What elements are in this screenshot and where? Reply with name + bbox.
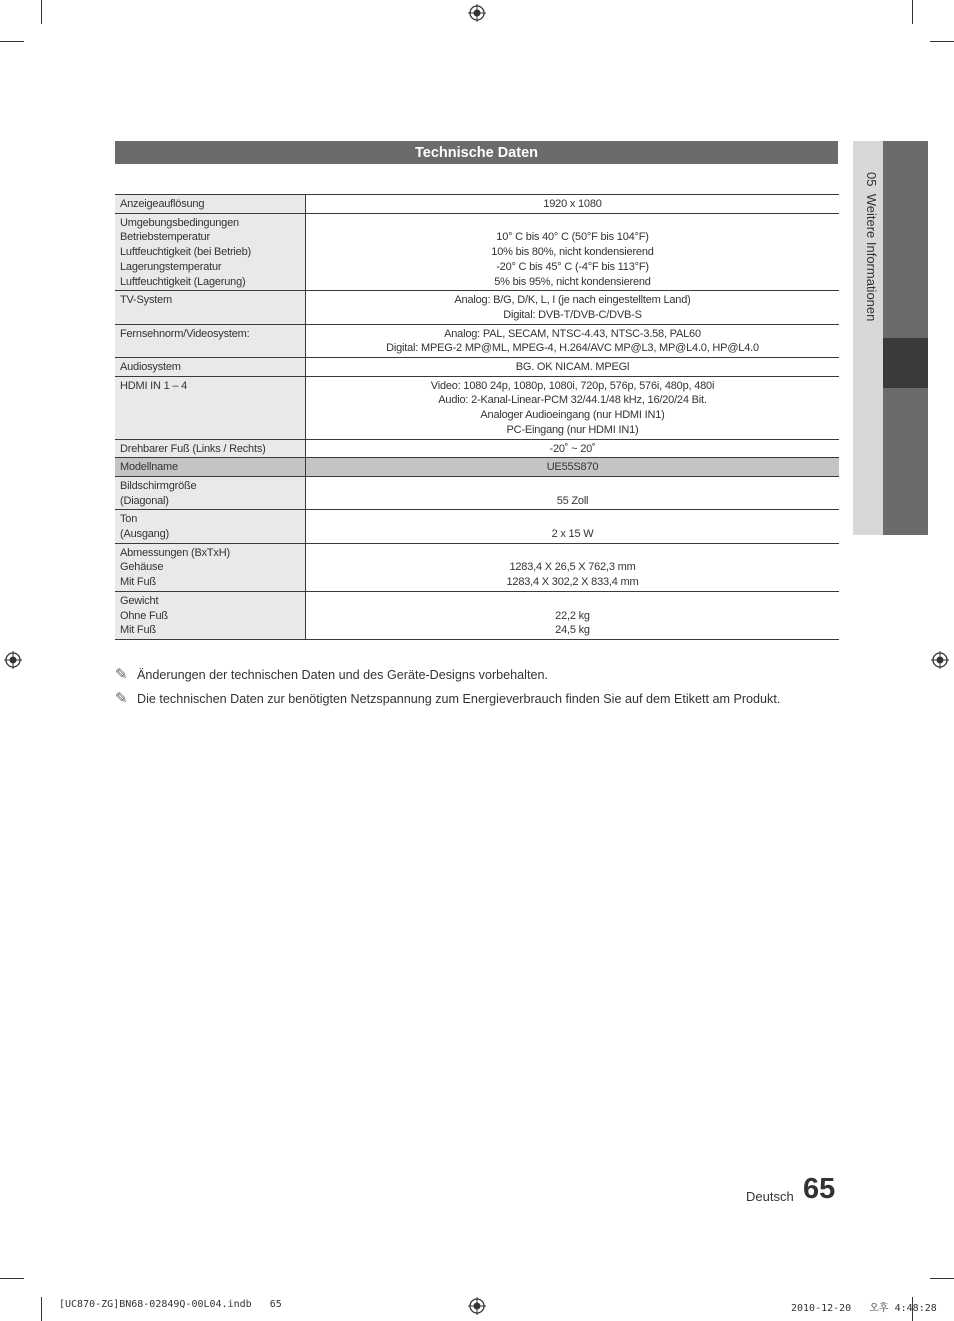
spec-label: Audiosystem (120, 361, 181, 374)
spec-value: BG. OK NICAM. MPEGl (515, 361, 630, 374)
spec-label-cell (115, 591, 306, 639)
spec-value: Audio: 2-Kanal-Linear-PCM 32/44.1/48 kHz, 16/20/24 Bit. (438, 394, 707, 407)
note-text: Die technischen Daten zur benötigten Netzspannung zum Energieverbrauch finden Sie auf dem Etikett am Produkt. (137, 692, 781, 706)
table-row (115, 291, 839, 324)
spec-label-cell (115, 376, 306, 439)
crop-mark (41, 0, 42, 24)
table-row (115, 439, 839, 458)
spec-value: -20° C bis 45° C (-4°F bis 113°F) (496, 260, 649, 273)
spec-value-cell (306, 376, 840, 439)
chapter-tab-label (857, 172, 879, 342)
spec-value-cell (306, 213, 840, 291)
spec-value-cell (306, 591, 840, 639)
spec-label: Bildschirmgröße (120, 479, 197, 492)
table-row (115, 376, 839, 439)
crop-mark (0, 41, 24, 42)
chapter-number: 05 (864, 172, 879, 187)
page-number: 65 (803, 1173, 836, 1205)
spec-value-cell (306, 476, 840, 509)
spec-label: (Diagonal) (120, 494, 169, 507)
spec-value: PC-Eingang (nur HDMI IN1) (506, 423, 639, 436)
spec-value-cell (306, 510, 840, 543)
spec-label: Fernsehnorm/Videosystem: (120, 327, 250, 340)
spec-value-cell (306, 458, 840, 477)
spec-label-cell (115, 543, 306, 591)
chapter-tab-active-marker (883, 338, 928, 388)
spec-label-cell (115, 510, 306, 543)
registration-mark-icon (4, 651, 22, 669)
spec-table-body (115, 195, 839, 640)
spec-value: 5% bis 95%, nicht kondensierend (494, 275, 651, 288)
registration-mark-icon (468, 4, 486, 22)
table-row (115, 213, 839, 291)
section-title: Technische Daten (115, 141, 838, 164)
spec-value-cell (306, 324, 840, 357)
spec-label: Betriebstemperatur (120, 231, 210, 244)
pencil-note-icon: ✎ (115, 666, 128, 683)
print-slug-file: [UC870-ZG]BN68-02849Q-00L04.indb 65 (59, 1299, 282, 1310)
spec-label: HDMI IN 1 – 4 (120, 379, 188, 392)
spec-label: Luftfeuchtigkeit (Lagerung) (120, 275, 246, 288)
spec-value-cell (306, 439, 840, 458)
table-row (115, 324, 839, 357)
footer-language: Deutsch (746, 1189, 794, 1204)
spec-label-cell (115, 439, 306, 458)
spec-value: 2 x 15 W (551, 528, 594, 541)
spec-label: Lagerungstemperatur (120, 260, 222, 273)
spec-label: Gewicht (120, 594, 159, 607)
spec-value: Digital: MPEG-2 MP@ML, MPEG-4, H.264/AVC MP@L3, MP@L4.0, HP@L4.0 (386, 342, 759, 355)
spec-value-cell (306, 543, 840, 591)
spec-label: Luftfeuchtigkeit (bei Betrieb) (120, 246, 251, 259)
crop-mark (930, 41, 954, 42)
spec-value: 10% bis 80%, nicht kondensierend (491, 246, 654, 259)
table-row (115, 591, 839, 639)
table-row (115, 358, 839, 377)
spec-label: Ton (120, 513, 138, 526)
spec-label-cell (115, 476, 306, 509)
spec-label: (Ausgang) (120, 528, 169, 541)
spec-value: 1283,4 X 26,5 X 762,3 mm (509, 561, 636, 574)
pencil-note-icon: ✎ (115, 690, 128, 707)
spec-value: 1920 x 1080 (543, 198, 602, 210)
spec-value-cell (306, 358, 840, 377)
spec-label-cell (115, 358, 306, 377)
spec-value-cell (306, 195, 840, 214)
spec-value: 1283,4 X 302,2 X 833,4 mm (506, 576, 639, 589)
note-2 (115, 689, 780, 707)
spec-label: Gehäuse (120, 561, 164, 574)
registration-mark-icon (468, 1297, 486, 1315)
spec-label: Drehbarer Fuß (Links / Rechts) (120, 442, 266, 455)
crop-mark (912, 0, 913, 24)
spec-label-cell (115, 195, 306, 214)
table-row (115, 476, 839, 509)
spec-value: Video: 1080 24p, 1080p, 1080i, 720p, 576p, 576i, 480p, 480i (430, 379, 715, 392)
crop-mark (0, 1278, 24, 1279)
spec-value: 55 Zoll (556, 494, 589, 507)
spec-label-cell (115, 458, 306, 477)
spec-value: -20˚ ~ 20˚ (549, 442, 596, 455)
spec-value: Analoger Audioeingang (nur HDMI IN1) (480, 409, 665, 422)
spec-value: 22,2 kg (555, 609, 590, 622)
spec-label-cell (115, 213, 306, 291)
table-row (115, 195, 839, 214)
spec-value-cell (306, 291, 840, 324)
spec-label: Abmessungen (BxTxH) (120, 546, 230, 559)
spec-label: TV-System (120, 294, 172, 307)
spec-value: Digital: DVB-T/DVB-C/DVB-S (503, 308, 642, 321)
spec-label-cell (115, 291, 306, 324)
table-row (115, 458, 839, 477)
spec-label: Umgebungsbedingungen (120, 216, 239, 229)
chapter-title: Weitere Informationen (864, 193, 879, 322)
spec-label: Modellname (120, 461, 178, 474)
note-text: Änderungen der technischen Daten und des Geräte-Designs vorbehalten. (137, 668, 548, 682)
spec-value: Analog: B/G, D/K, L, I (je nach eingestelltem Land) (454, 294, 691, 307)
table-row (115, 543, 839, 591)
spec-table (115, 194, 839, 640)
spec-value: 24,5 kg (555, 624, 590, 637)
spec-value: 10° C bis 40° C (50°F bis 104°F) (496, 231, 649, 244)
spec-value: Analog: PAL, SECAM, NTSC-4.43, NTSC-3.58, PAL60 (444, 327, 701, 340)
spec-label: Mit Fuß (120, 624, 156, 637)
note-1 (115, 665, 548, 683)
spec-label: Anzeigeauflösung (120, 198, 205, 210)
spec-label: Mit Fuß (120, 576, 156, 589)
crop-mark (41, 1297, 42, 1321)
print-slug-timestamp: 2010-12-20 오후 4:48:28 (791, 1303, 937, 1314)
spec-label-cell (115, 324, 306, 357)
spec-label: Ohne Fuß (120, 609, 168, 622)
crop-mark (930, 1278, 954, 1279)
table-row (115, 510, 839, 543)
registration-mark-icon (931, 651, 949, 669)
spec-value: UE55S870 (546, 461, 599, 474)
